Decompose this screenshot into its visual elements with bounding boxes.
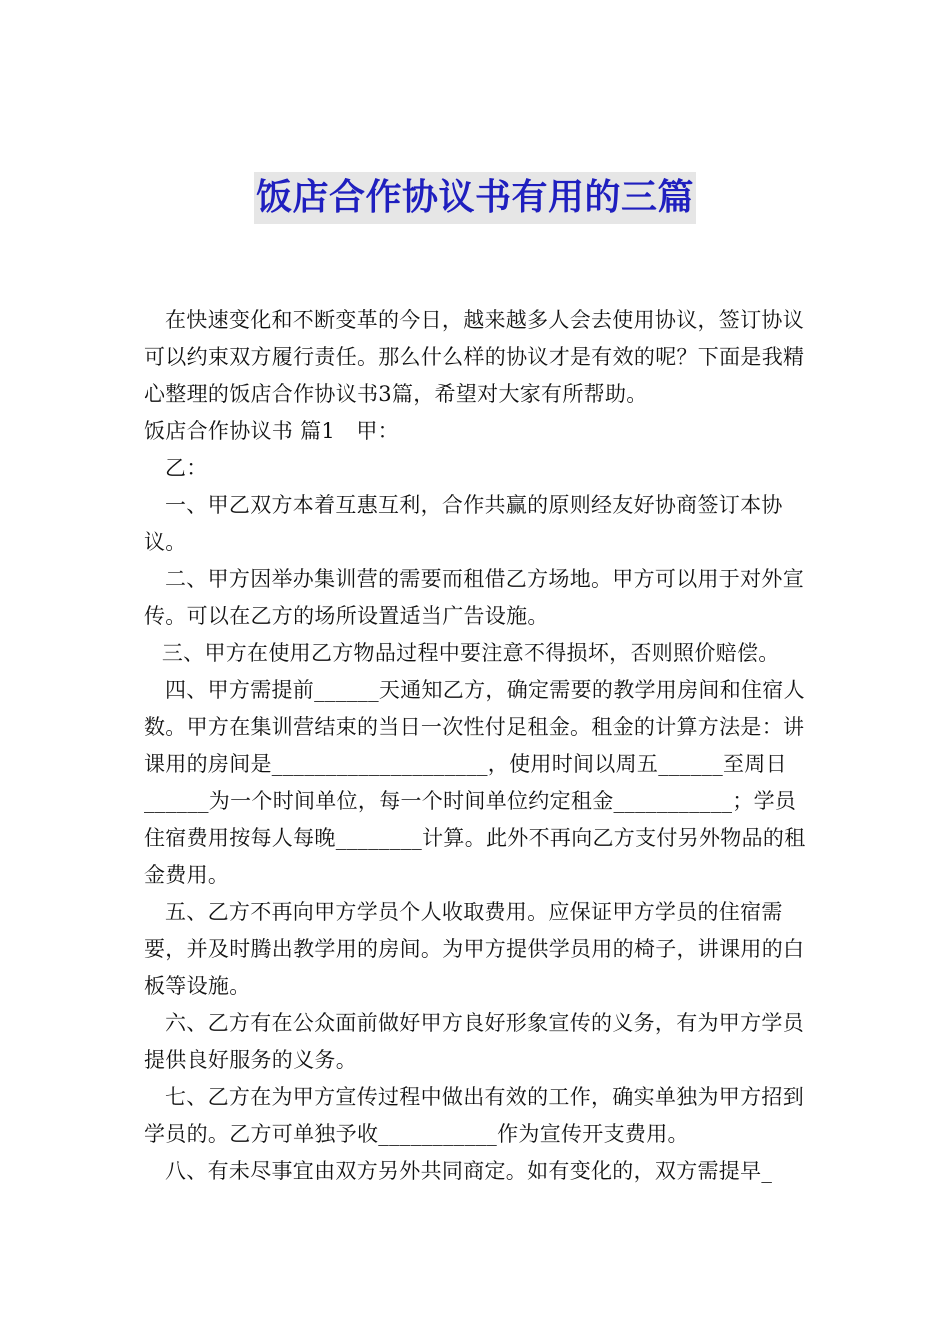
clause-7: 七、乙方在为甲方宣传过程中做出有效的工作，确实单独为甲方招到学员的。乙方可单独予收___________作为宣传开支费用。	[144, 1085, 804, 1146]
clause-5: 五、乙方不再向甲方学员个人收取费用。应保证甲方学员的住宿需要，并及时腾出教学用的房间。为甲方提供学员用的椅子，讲课用的白板等设施。	[144, 900, 805, 998]
clause-6: 六、乙方有在公众面前做好甲方良好形象宣传的义务，有为甲方学员提供良好服务的义务。	[144, 1011, 804, 1072]
party-b-line: 乙：	[165, 456, 208, 480]
clause-8: 八、有未尽事宜由双方另外共同商定。如有变化的，双方需提早_	[165, 1159, 773, 1183]
clause-4: 四、甲方需提前______天通知乙方，确定需要的教学用房间和住宿人数。甲方在集训营结束的当日一次性付足租金。租金的计算方法是：讲课用的房间是____________________，使用时间以周五______至周日______为一个时间单位，每一个时间单位约定租金___________；学员住宿费用按每人每晚________计算。此外不再向乙方支付另外物品的租金费用。	[144, 678, 806, 887]
document-body	[144, 302, 808, 1190]
agreement-heading: 饭店合作协议书 篇1 甲：	[144, 419, 399, 443]
document-title: 饭店合作协议书有用的三篇	[254, 172, 696, 224]
clause-3: 三、甲方在使用乙方物品过程中要注意不得损坏，否则照价赔偿。	[161, 641, 780, 665]
document-title-block	[0, 172, 950, 224]
clause-2: 二、甲方因举办集训营的需要而租借乙方场地。甲方可以用于对外宣传。可以在乙方的场所设置适当广告设施。	[144, 567, 804, 628]
clause-1: 一、甲乙双方本着互惠互利，合作共赢的原则经友好协商签订本协议。	[144, 493, 783, 554]
intro-paragraph: 在快速变化和不断变革的今日，越来越多人会去使用协议，签订协议可以约束双方履行责任。那么什么样的协议才是有效的呢？下面是我精心整理的饭店合作协议书3篇，希望对大家有所帮助。	[144, 308, 805, 406]
